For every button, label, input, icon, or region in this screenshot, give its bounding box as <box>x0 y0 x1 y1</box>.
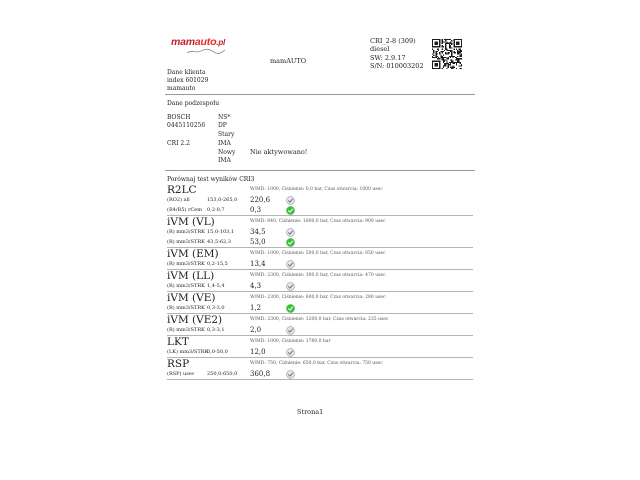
test-name: iVM (VE2) <box>167 314 223 326</box>
test-header <box>167 315 473 325</box>
result-range: 250,0-650,0 <box>207 371 238 377</box>
result-value: 1,2 <box>250 304 262 312</box>
result-value: 13,4 <box>250 260 266 268</box>
check-icon <box>286 370 295 379</box>
brand-name: mamAUTO <box>270 57 307 65</box>
test-conditions: W/MD: 750, Ciśnienie: 650,0 bar, Czas otwarcia: 750 usec <box>250 361 383 366</box>
component-label: NS* <box>218 114 231 121</box>
result-value: 12,0 <box>250 348 266 356</box>
test-header <box>167 359 473 369</box>
result-row <box>167 325 473 335</box>
test-name: iVM (LL) <box>167 270 215 282</box>
result-label: (R) mm3/STRK <box>167 327 205 333</box>
test-name: iVM (VL) <box>167 216 215 228</box>
result-label: (LK) mm3/STRK <box>167 349 209 355</box>
result-row <box>167 237 473 247</box>
results-list <box>167 185 473 381</box>
result-range: 15,0-103,1 <box>207 229 235 235</box>
result-value: 220,6 <box>250 196 271 204</box>
check-icon <box>286 206 295 215</box>
result-label: (RSP) usec <box>167 371 195 377</box>
result-label: (R) mm3/STRK <box>167 239 205 245</box>
component-maker: BOSCH <box>167 114 191 121</box>
logo-tagline-graphic <box>186 47 226 55</box>
test-group <box>167 185 473 216</box>
result-value: 0,3 <box>250 206 262 214</box>
test-group <box>167 315 473 336</box>
device-fuel: diesel <box>370 45 390 53</box>
result-row <box>167 369 473 379</box>
test-group <box>167 249 473 270</box>
result-row <box>167 195 473 205</box>
test-name: iVM (EM) <box>167 248 219 260</box>
test-group <box>167 217 473 248</box>
result-label: (R) mm3/STRK <box>167 261 205 267</box>
component-system: CRI 2.2 <box>167 140 190 147</box>
test-header <box>167 271 473 281</box>
check-icon <box>286 282 295 291</box>
test-group <box>167 359 473 380</box>
test-conditions: W/MD: 1000, Ciśnienie: 0,0 bar, Czas otwarcia: 1000 usec <box>250 187 383 192</box>
test-conditions: W/MD: 2300, Ciśnienie: 300,0 bar, Czas otwarcia: 470 usec <box>250 273 386 278</box>
result-row <box>167 347 473 357</box>
test-header <box>167 185 473 195</box>
result-value: 2,0 <box>250 326 262 334</box>
logo-text-auto: auto <box>194 36 217 48</box>
check-icon <box>286 326 295 335</box>
test-name: iVM (VE) <box>167 292 216 304</box>
test-group <box>167 293 473 314</box>
client-title: Dane klienta <box>167 69 206 76</box>
result-label: (R) mm3/STRK <box>167 229 205 235</box>
qr-code-icon <box>432 39 462 69</box>
results-title: Porównaj test wyników CRI3 <box>167 176 255 183</box>
client-name: mamauto <box>167 85 196 92</box>
device-serial: S/N: 010003202 <box>370 62 424 70</box>
component-title: Dane podzespołu <box>167 100 220 107</box>
test-name: RSP <box>167 358 190 370</box>
result-range: 1,4-5,4 <box>207 283 225 289</box>
test-conditions: W/MD: 2300, Ciśnienie: 600,0 bar, Czas otwarcia: 280 usec <box>250 295 386 300</box>
test-conditions: W/MD: 2300, Ciśnienie: 1200,0 bar, Czas otwarcia: 235 usec <box>250 317 389 322</box>
test-name: R2LC <box>167 184 197 196</box>
result-row <box>167 281 473 291</box>
component-part-number: 0445110256 <box>167 122 206 129</box>
logo-text-mam: mam <box>171 36 195 48</box>
result-range: 43,5-62,3 <box>207 239 231 245</box>
component-label: IMA <box>218 140 231 147</box>
client-section <box>167 69 208 92</box>
client-index: index 601029 <box>167 77 209 84</box>
test-name: LKT <box>167 336 189 348</box>
component-label: IMA <box>218 157 231 164</box>
device-software: SW: 2.9.17 <box>370 54 406 62</box>
test-conditions: W/MD: 1000, Ciśnienie: 500,0 bar, Czas otwarcia: 850 usec <box>250 251 386 256</box>
result-row <box>167 259 473 269</box>
result-label: (RO2) all <box>167 197 190 203</box>
check-icon <box>286 260 295 269</box>
logo-text-tld: .pl <box>216 38 226 47</box>
result-label: (R4/R5) rCem <box>167 207 202 213</box>
result-value: 360,8 <box>250 370 271 378</box>
result-value: 53,0 <box>250 238 266 246</box>
check-icon <box>286 348 295 357</box>
result-row <box>167 205 473 215</box>
test-conditions: W/MD: 1000, Ciśnienie: 1780,0 bar <box>250 339 331 344</box>
page-number: Strona1 <box>297 408 324 416</box>
activation-status: Nie aktywowano! <box>250 148 308 156</box>
component-label: Stary <box>218 131 235 138</box>
result-value: 34,5 <box>250 228 266 236</box>
result-row <box>167 227 473 237</box>
test-header <box>167 337 473 347</box>
result-value: 4,3 <box>250 282 262 290</box>
check-icon <box>286 228 295 237</box>
result-range: 0,3-3,0 <box>207 305 225 311</box>
test-header <box>167 293 473 303</box>
result-label: (R) mm3/STRK <box>167 283 205 289</box>
test-conditions: W/MD: 840, Ciśnienie: 1600,0 bar, Czas otwarcia: 900 usec <box>250 219 386 224</box>
result-range: 153,0-265,0 <box>207 197 238 203</box>
result-range: 0,3-3,1 <box>207 327 225 333</box>
check-icon <box>286 196 295 205</box>
result-range: 0,0-50,0 <box>207 349 228 355</box>
test-group <box>167 337 473 358</box>
result-row <box>167 303 473 313</box>
device-model: CRI_2-8 (309) <box>370 37 416 45</box>
test-header <box>167 217 473 227</box>
component-label: DP <box>218 122 227 129</box>
check-icon <box>286 238 295 247</box>
divider <box>165 94 475 95</box>
test-group <box>167 271 473 292</box>
result-range: 0,2-15,5 <box>207 261 228 267</box>
check-icon <box>286 304 295 313</box>
device-info <box>370 37 424 70</box>
result-label: (R) mm3/STRK <box>167 305 205 311</box>
test-header <box>167 249 473 259</box>
result-range: 0,2-0,7 <box>207 207 225 213</box>
divider <box>165 170 475 171</box>
component-label: Nowy <box>218 149 236 156</box>
